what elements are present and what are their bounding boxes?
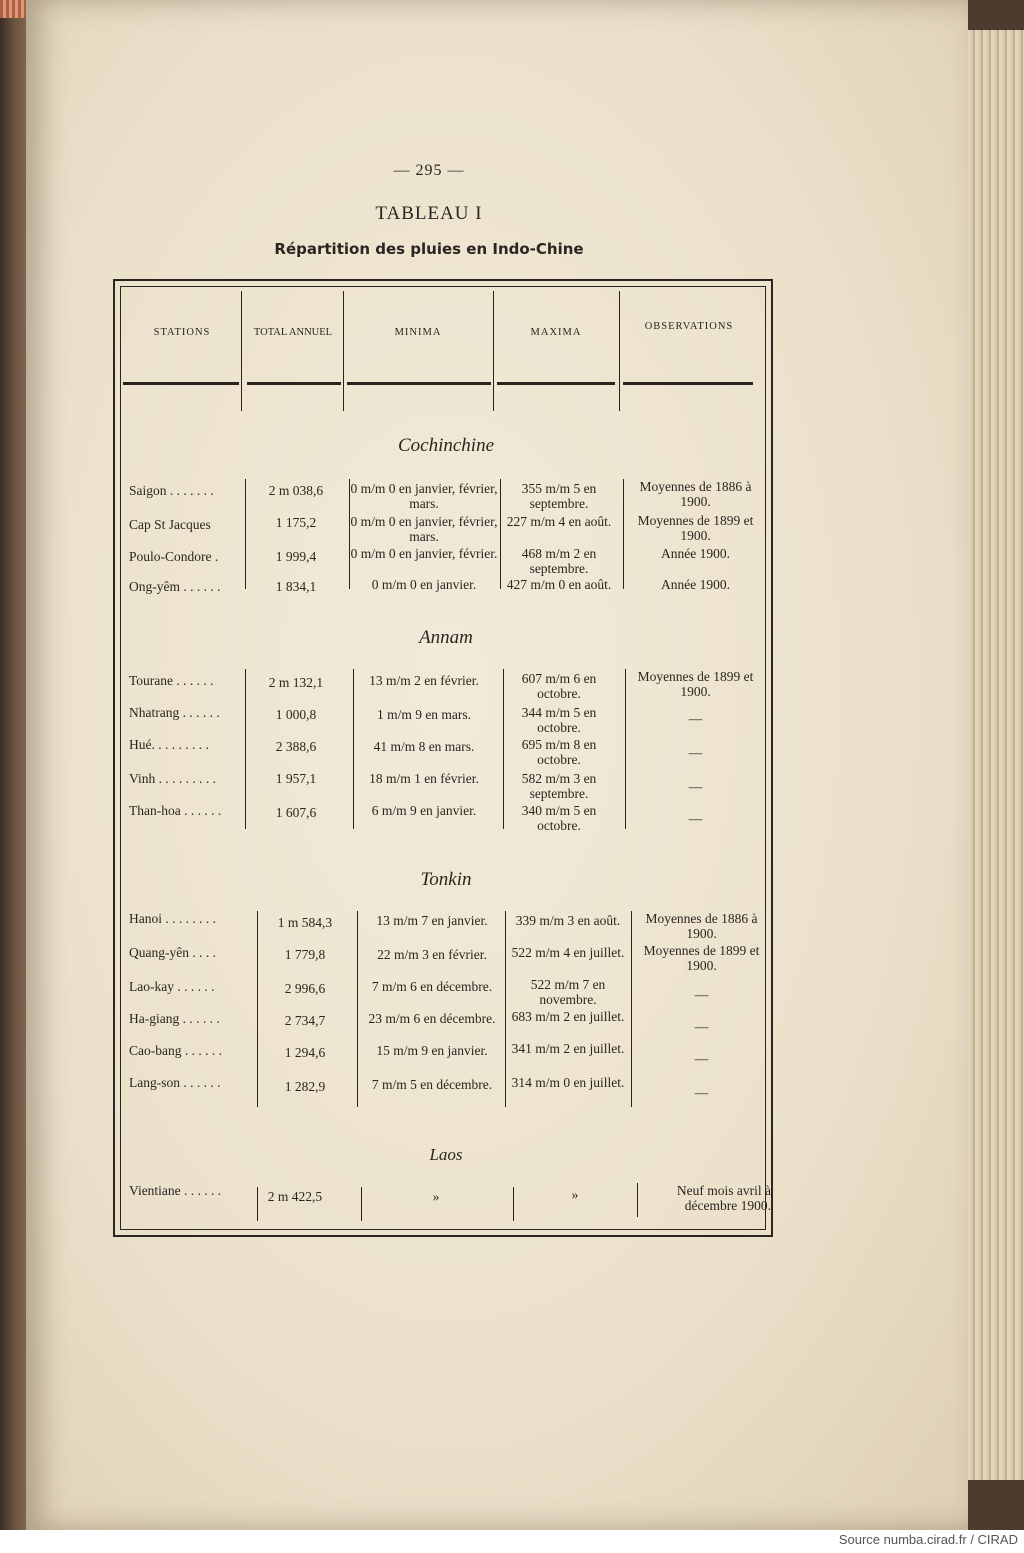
station-name: Cap St Jacques <box>129 517 211 532</box>
minima-value: 0 m/m 0 en janvier, février. <box>350 546 498 561</box>
table-title: TABLEAU I <box>375 203 483 224</box>
column-divider <box>493 291 494 411</box>
observations-value: — <box>688 711 703 726</box>
observations-value: Moyennes de 1886 à 1900. <box>639 479 752 509</box>
annual-total: 2 388,6 <box>275 739 317 754</box>
observations-value: Moyennes de 1899 et 1900. <box>637 513 754 543</box>
observations-value: Moyennes de 1899 et 1900. <box>643 943 760 973</box>
observations-value: Année 1900. <box>661 546 730 561</box>
column-divider <box>241 291 242 411</box>
maxima-value: 522 m/m 4 en juillet. <box>511 945 625 960</box>
maxima-value: 683 m/m 2 en juillet. <box>511 1009 625 1024</box>
observations-value: Neuf mois avril à décembre 1900. <box>676 1183 771 1213</box>
maxima-value: 341 m/m 2 en juillet. <box>511 1041 625 1056</box>
minima-value: 7 m/m 6 en décembre. <box>371 979 493 994</box>
header-maxima: MAXIMA <box>530 327 582 338</box>
observations-value: — <box>694 1019 709 1034</box>
observations-value: — <box>694 987 709 1002</box>
header-total: TOTAL ANNUEL <box>253 327 333 338</box>
minima-value: 13 m/m 7 en janvier. <box>376 913 488 928</box>
station-name: Saigon . . . . . . . <box>129 483 214 498</box>
station-name: Nhatrang . . . . . . <box>129 705 220 720</box>
rainfall-table <box>113 279 773 1237</box>
observations-value: — <box>688 811 703 826</box>
table-subtitle: Répartition des pluies en Indo-Chine <box>274 240 584 258</box>
column-divider <box>257 911 258 1107</box>
station-name: Lao-kay . . . . . . <box>129 979 215 994</box>
annual-total: 2 734,7 <box>284 1013 326 1028</box>
observations-value: — <box>688 779 703 794</box>
page-edges <box>962 30 1024 1480</box>
station-name: Tourane . . . . . . <box>129 673 214 688</box>
column-divider <box>619 291 620 411</box>
minima-value: 22 m/m 3 en février. <box>377 947 487 962</box>
maxima-value: 339 m/m 3 en août. <box>515 913 621 928</box>
maxima-value: 695 m/m 8 en octobre. <box>521 737 597 767</box>
minima-value: 0 m/m 0 en janvier. <box>371 577 477 592</box>
column-divider <box>245 479 246 589</box>
region-title: Annam <box>419 627 473 648</box>
region-title: Cochinchine <box>397 435 495 456</box>
maxima-value: 427 m/m 0 en août. <box>506 577 612 592</box>
maxima-value: 522 m/m 7 en novembre. <box>530 977 606 1007</box>
minima-value: 7 m/m 5 en décembre. <box>371 1077 493 1092</box>
header-rule <box>623 382 753 385</box>
station-name: Than-hoa . . . . . . <box>129 803 222 818</box>
minima-value: 0 m/m 0 en janvier, février, mars. <box>350 514 498 544</box>
annual-total: 1 607,6 <box>275 805 317 820</box>
station-name: Poulo-Condore . <box>129 549 219 564</box>
minima-value: 18 m/m 1 en février. <box>369 771 479 786</box>
annual-total: 2 m 038,6 <box>268 483 324 498</box>
minima-value: 41 m/m 8 en mars. <box>373 739 475 754</box>
document-page <box>26 0 968 1530</box>
station-name: Ha-giang . . . . . . <box>129 1011 220 1026</box>
minima-value: 1 m/m 9 en mars. <box>376 707 472 722</box>
maxima-value: 468 m/m 2 en septembre. <box>521 546 597 576</box>
column-divider <box>343 291 344 411</box>
minima-value: 15 m/m 9 en janvier. <box>376 1043 488 1058</box>
station-name: Lang-son . . . . . . <box>129 1075 221 1090</box>
column-divider <box>245 669 246 829</box>
table-body <box>120 286 771 1230</box>
maxima-value: 355 m/m 5 en septembre. <box>521 481 597 511</box>
region-title: Laos <box>429 1145 463 1164</box>
page-number: — 295 — <box>393 162 465 179</box>
annual-total: 1 999,4 <box>275 549 317 564</box>
annual-total: 2 m 132,1 <box>268 675 324 690</box>
source-credit: Source numba.cirad.fr / CIRAD <box>838 1532 1018 1547</box>
header-minima: MINIMA <box>394 327 442 338</box>
header-observations: OBSERVATIONS <box>644 321 734 332</box>
maxima-value: » <box>571 1187 579 1202</box>
annual-total: 1 000,8 <box>275 707 317 722</box>
annual-total: 2 m 422,5 <box>267 1189 323 1204</box>
minima-value: 13 m/m 2 en février. <box>369 673 479 688</box>
station-name: Hanoi . . . . . . . . <box>129 911 216 926</box>
observations-value: — <box>694 1051 709 1066</box>
observations-value: Moyennes de 1899 et 1900. <box>637 669 754 699</box>
annual-total: 1 834,1 <box>275 579 317 594</box>
annual-total: 2 996,6 <box>284 981 326 996</box>
header-stations: STATIONS <box>153 327 211 338</box>
maxima-value: 314 m/m 0 en juillet. <box>511 1075 625 1090</box>
header-rule <box>247 382 341 385</box>
annual-total: 1 294,6 <box>284 1045 326 1060</box>
observations-value: — <box>688 745 703 760</box>
minima-value: 6 m/m 9 en janvier. <box>371 803 477 818</box>
maxima-value: 582 m/m 3 en septembre. <box>521 771 597 801</box>
minima-value: 0 m/m 0 en janvier, février, mars. <box>350 481 498 511</box>
station-name: Quang-yên . . . . <box>129 945 216 960</box>
region-title: Tonkin <box>420 869 472 890</box>
maxima-value: 227 m/m 4 en août. <box>506 514 612 529</box>
header-rule <box>123 382 239 385</box>
station-name: Vinh . . . . . . . . . <box>129 771 216 786</box>
header-rule <box>497 382 615 385</box>
annual-total: 1 282,9 <box>284 1079 326 1094</box>
station-name: Hué. . . . . . . . . <box>129 737 209 752</box>
maxima-value: 344 m/m 5 en octobre. <box>521 705 597 735</box>
header-rule <box>347 382 491 385</box>
annual-total: 1 779,8 <box>284 947 326 962</box>
maxima-value: 340 m/m 5 en octobre. <box>521 803 597 833</box>
station-name: Ong-yêm . . . . . . <box>129 579 221 594</box>
annual-total: 1 m 584,3 <box>277 915 333 930</box>
observations-value: — <box>694 1085 709 1100</box>
annual-total: 1 175,2 <box>275 515 317 530</box>
annual-total: 1 957,1 <box>275 771 317 786</box>
station-name: Vientiane . . . . . . <box>129 1183 222 1198</box>
maxima-value: 607 m/m 6 en octobre. <box>521 671 597 701</box>
station-name: Cao-bang . . . . . . <box>129 1043 222 1058</box>
minima-value: 23 m/m 6 en décembre. <box>368 1011 496 1026</box>
minima-value: » <box>432 1189 440 1204</box>
observations-value: Année 1900. <box>661 577 730 592</box>
observations-value: Moyennes de 1886 à 1900. <box>645 911 758 941</box>
